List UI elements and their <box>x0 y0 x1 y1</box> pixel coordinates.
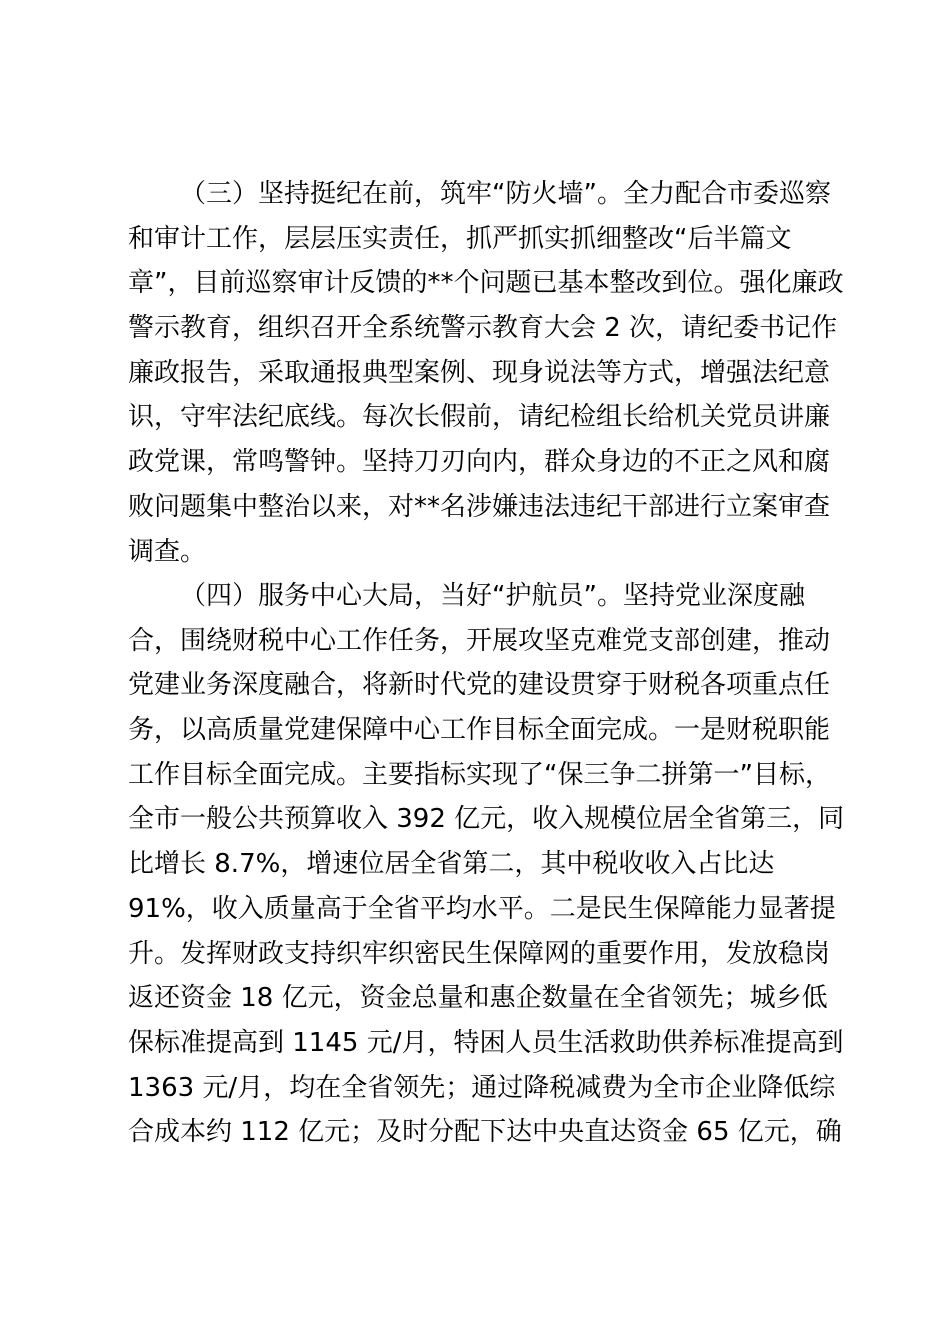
text-line: 保标准提高到 1145 元/月，特困人员生活救助供养标准提高到 <box>128 1027 844 1058</box>
paragraph-service <box>128 574 845 1155</box>
text-line: （三）坚持挺纪在前，筑牢“防火墙”。全力配合市委巡察 <box>180 179 831 209</box>
text-line: 全市一般公共预算收入 392 亿元，收入规模位居全省第三，同 <box>128 804 845 835</box>
text-line: 廉政报告，采取通报典型案例、现身说法等方式，增强法纪意 <box>128 357 831 388</box>
text-line: 返还资金 18 亿元，资金总量和惠企数量在全省领先；城乡低 <box>128 983 828 1014</box>
text-line: 调查。 <box>128 536 207 567</box>
text-line: 章”，目前巡察审计反馈的**个问题已基本整改到位。强化廉政 <box>128 268 844 299</box>
text-line: 务，以高质量党建保障中心工作目标全面完成。一是财税职能 <box>128 715 831 746</box>
text-line: 91%，收入质量高于全省平均水平。二是民生保障能力显著提 <box>128 893 836 924</box>
text-line: 工作目标全面完成。主要指标实现了“保三争二拼第一”目标， <box>128 759 831 790</box>
text-line: 政党课，常鸣警钟。坚持刀刃向内，群众身边的不正之风和腐 <box>128 447 831 478</box>
paragraph-discipline <box>128 172 844 574</box>
text-line: 升。发挥财政支持织牢织密民生保障网的重要作用，发放稳岗 <box>128 938 831 969</box>
text-line: 败问题集中整治以来，对**名涉嫌违法违纪干部进行立案审查 <box>128 491 831 522</box>
text-line: 1363 元/月，均在全省领先；通过降税减费为全市企业降低综 <box>128 1072 836 1103</box>
text-line: 识，守牢法纪底线。每次长假前，请纪检组长给机关党员讲廉 <box>128 402 831 433</box>
text-line: 警示教育，组织召开全系统警示教育大会 2 次，请纪委书记作 <box>128 313 838 344</box>
text-line: （四）服务中心大局，当好“护航员”。坚持党业深度融 <box>180 581 805 611</box>
text-line: 和审计工作，层层压实责任，抓严抓实抓细整改“后半篇文 <box>128 223 792 254</box>
text-line: 合成本约 112 亿元；及时分配下达中央直达资金 65 亿元，确 <box>128 1117 842 1148</box>
text-line: 比增长 8.7%，增速位居全省第二，其中税收收入占比达 <box>128 849 775 880</box>
text-line: 党建业务深度融合，将新时代党的建设贯穿于财税各项重点任 <box>128 670 831 701</box>
text-line: 合，围绕财税中心工作任务，开展攻坚克难党支部创建，推动 <box>128 625 831 656</box>
